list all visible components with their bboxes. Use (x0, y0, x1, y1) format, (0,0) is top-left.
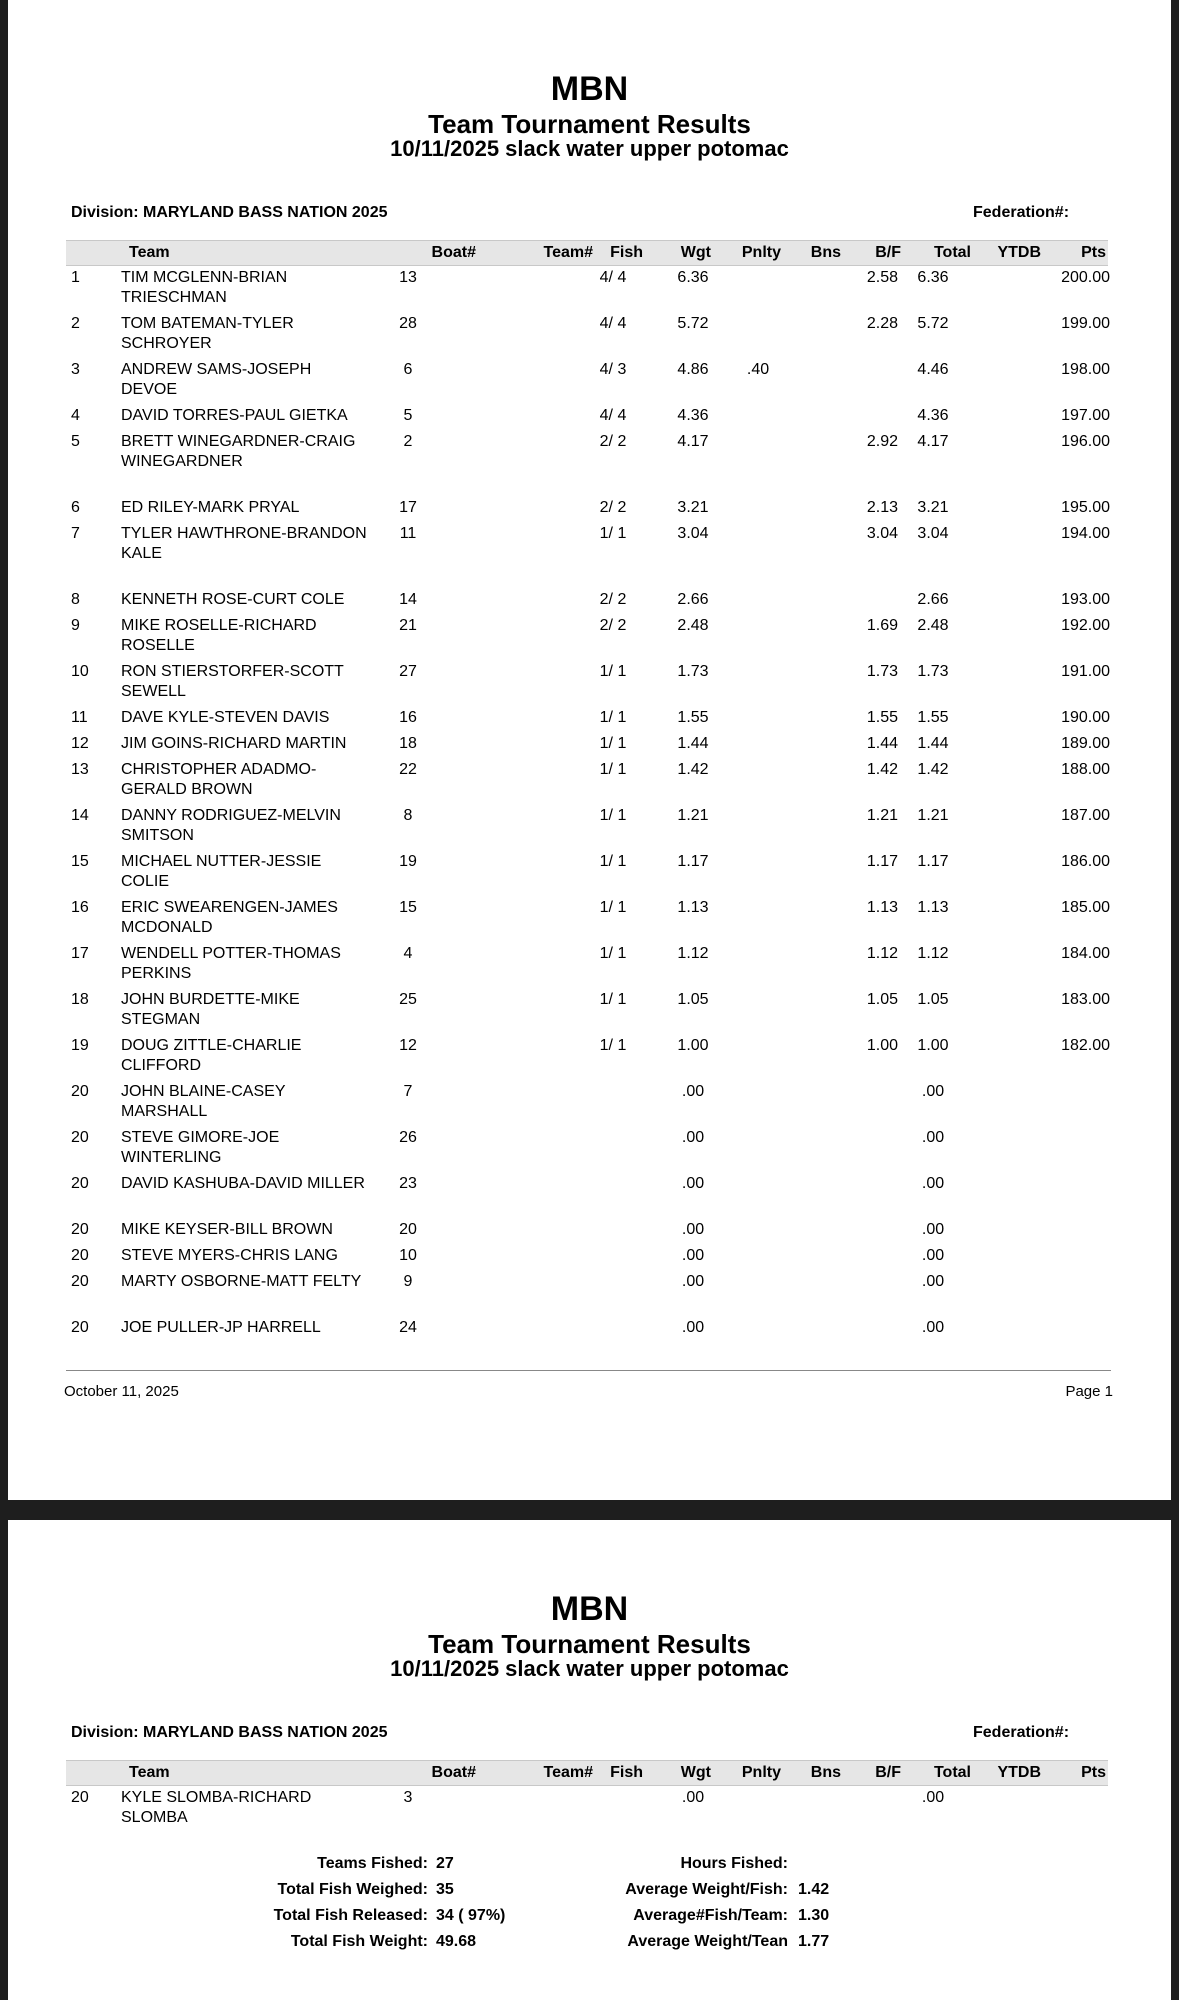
event-title: 10/11/2025 slack water upper potomac (390, 1656, 789, 1681)
col-ytdb: YTDB (997, 244, 1041, 261)
org-title: MBN (550, 70, 629, 108)
avg-fish-team-label: Average#Fish/Team: (633, 1907, 788, 1924)
row-total: .00 (921, 1273, 945, 1290)
event-title: 10/11/2025 slack water upper potomac (390, 136, 789, 161)
table-row (8, 898, 1171, 936)
row-total: 1.21 (917, 807, 949, 824)
row-boat: 19 (399, 853, 417, 870)
row-total: 6.36 (917, 269, 949, 286)
row-bf: 1.13 (866, 899, 898, 916)
row-fish: 4/ 3 (599, 361, 627, 378)
row-pts: 197.00 (1061, 407, 1110, 424)
row-boat: 9 (403, 1273, 413, 1290)
row-team: TIM MCGLENN-BRIAN TRIESCHMAN (121, 269, 288, 306)
row-wgt: 5.72 (677, 315, 709, 332)
row-wgt: 1.05 (677, 991, 709, 1008)
row-total: 2.48 (917, 617, 949, 634)
table-row (8, 1128, 1171, 1166)
table-row (8, 708, 1171, 728)
org-title: MBN (550, 1590, 629, 1628)
table-row (8, 1788, 1171, 1826)
row-pts: 183.00 (1061, 991, 1110, 1008)
col-total: Total (933, 244, 971, 261)
row-rank: 5 (71, 433, 80, 450)
row-fish: 4/ 4 (599, 269, 627, 286)
table-row (8, 360, 1171, 398)
table-row (8, 1036, 1171, 1074)
table-row (8, 314, 1171, 352)
row-boat: 23 (399, 1175, 417, 1192)
row-bf: 1.44 (866, 735, 898, 752)
row-wgt: 4.17 (677, 433, 709, 450)
division-label: Division: MARYLAND BASS NATION 2025 (71, 204, 388, 221)
table-row (8, 944, 1171, 982)
row-rank: 19 (71, 1037, 89, 1054)
row-fish: 4/ 4 (599, 315, 627, 332)
row-total: 5.72 (917, 315, 949, 332)
row-team: DAVID TORRES-PAUL GIETKA (121, 407, 348, 424)
table-row (8, 806, 1171, 844)
row-boat: 2 (403, 433, 413, 450)
row-boat: 17 (399, 499, 417, 516)
row-pts: 189.00 (1061, 735, 1110, 752)
avg-weight-fish-value: 1.42 (798, 1881, 830, 1898)
row-boat: 20 (399, 1221, 417, 1238)
row-team: TYLER HAWTHRONE-BRANDON KALE (121, 525, 367, 562)
row-rank: 6 (71, 499, 80, 516)
total-fish-released-value: 34 ( 97%) (436, 1907, 506, 1924)
row-pts: 196.00 (1061, 433, 1110, 450)
row-rank: 8 (71, 591, 80, 608)
row-fish: 4/ 4 (599, 407, 627, 424)
report-page-1 (8, 0, 1171, 1500)
table-row (8, 1082, 1171, 1120)
col-bf: B/F (875, 244, 901, 261)
row-team: MICHAEL NUTTER-JESSIE COLIE (121, 853, 322, 890)
row-rank: 18 (71, 991, 89, 1008)
col-boat: Boat# (431, 1764, 476, 1781)
row-fish: 2/ 2 (599, 591, 627, 608)
avg-weight-team-value: 1.77 (798, 1933, 830, 1950)
row-fish: 1/ 1 (599, 991, 627, 1008)
row-total: 1.73 (917, 663, 949, 680)
col-fish: Fish (610, 244, 643, 261)
row-rank: 14 (71, 807, 89, 824)
row-bf: 3.04 (866, 525, 898, 542)
col-wgt: Wgt (680, 1764, 711, 1781)
row-wgt: 1.21 (677, 807, 709, 824)
row-rank: 16 (71, 899, 89, 916)
row-boat: 22 (399, 761, 417, 778)
federation-label: Federation#: (973, 204, 1070, 221)
table-row (8, 1220, 1171, 1240)
row-total: 1.13 (917, 899, 949, 916)
row-wgt: 1.42 (677, 761, 709, 778)
row-total: .00 (921, 1083, 945, 1100)
row-bf: 2.58 (866, 269, 898, 286)
row-fish: 1/ 1 (599, 525, 627, 542)
row-total: 1.00 (917, 1037, 949, 1054)
row-pts: 195.00 (1061, 499, 1110, 516)
row-total: .00 (921, 1221, 945, 1238)
row-team: DANNY RODRIGUEZ-MELVIN SMITSON (121, 807, 341, 844)
col-team: Team (129, 244, 170, 261)
row-wgt: 1.00 (677, 1037, 709, 1054)
row-bf: 1.12 (866, 945, 898, 962)
row-rank: 20 (71, 1221, 89, 1238)
row-rank: 20 (71, 1319, 89, 1336)
row-rank: 10 (71, 663, 89, 680)
footer-date: October 11, 2025 (64, 1383, 179, 1400)
row-pts: 190.00 (1061, 709, 1110, 726)
row-fish: 1/ 1 (599, 899, 627, 916)
row-bf: 1.69 (866, 617, 898, 634)
row-team: DAVID KASHUBA-DAVID MILLER (121, 1175, 365, 1192)
row-rank: 20 (71, 1273, 89, 1290)
row-team: KYLE SLOMBA-RICHARD SLOMBA (121, 1789, 312, 1826)
row-team: ED RILEY-MARK PRYAL (121, 499, 300, 516)
row-boat: 27 (399, 663, 417, 680)
col-pts: Pts (1081, 1764, 1106, 1781)
row-team: DOUG ZITTLE-CHARLIE CLIFFORD (121, 1037, 302, 1074)
report-title: Team Tournament Results (428, 109, 751, 139)
row-total: 4.46 (917, 361, 949, 378)
row-pts: 186.00 (1061, 853, 1110, 870)
table-row (8, 432, 1171, 470)
row-rank: 13 (71, 761, 89, 778)
row-team: MIKE KEYSER-BILL BROWN (121, 1221, 333, 1238)
total-fish-weighed-value: 35 (436, 1881, 454, 1898)
row-total: 1.44 (917, 735, 949, 752)
row-total: 3.21 (917, 499, 949, 516)
row-wgt: .00 (681, 1083, 705, 1100)
row-total: 1.55 (917, 709, 949, 726)
federation-label: Federation#: (973, 1724, 1070, 1741)
row-rank: 15 (71, 853, 89, 870)
col-team-no: Team# (543, 1764, 593, 1781)
row-boat: 18 (399, 735, 417, 752)
row-total: .00 (921, 1789, 945, 1806)
table-row (8, 760, 1171, 798)
row-team: WENDELL POTTER-THOMAS PERKINS (121, 945, 341, 982)
row-fish: 2/ 2 (599, 433, 627, 450)
table-row (8, 990, 1171, 1028)
row-team: ERIC SWEARENGEN-JAMES MCDONALD (121, 899, 338, 936)
report-page-2 (8, 1520, 1171, 2000)
row-boat: 8 (403, 807, 413, 824)
row-wgt: 1.13 (677, 899, 709, 916)
col-wgt: Wgt (680, 244, 711, 261)
row-total: .00 (921, 1319, 945, 1336)
row-rank: 20 (71, 1247, 89, 1264)
table-row (8, 734, 1171, 754)
row-bf: 2.92 (866, 433, 898, 450)
total-fish-weight-label: Total Fish Weight: (290, 1933, 428, 1950)
row-fish: 1/ 1 (599, 807, 627, 824)
row-wgt: .00 (681, 1175, 705, 1192)
row-wgt: .00 (681, 1221, 705, 1238)
row-wgt: 1.73 (677, 663, 709, 680)
col-bf: B/F (875, 1764, 901, 1781)
table-row (8, 852, 1171, 890)
row-boat: 4 (403, 945, 413, 962)
row-wgt: .00 (681, 1247, 705, 1264)
row-boat: 26 (399, 1129, 417, 1146)
table-row (8, 406, 1171, 426)
row-bf: 2.13 (866, 499, 898, 516)
row-boat: 3 (403, 1789, 413, 1806)
row-wgt: .00 (681, 1273, 705, 1290)
row-team: JOHN BLAINE-CASEY MARSHALL (121, 1083, 286, 1120)
table-row (8, 1174, 1171, 1194)
row-fish: 1/ 1 (599, 663, 627, 680)
row-wgt: .00 (681, 1789, 705, 1806)
row-boat: 12 (399, 1037, 417, 1054)
row-team: CHRISTOPHER ADADMO-GERALD BROWN (121, 761, 317, 798)
row-boat: 13 (399, 269, 417, 286)
row-total: 4.17 (917, 433, 949, 450)
row-pts: 188.00 (1061, 761, 1110, 778)
table-row (8, 616, 1171, 654)
row-total: 2.66 (917, 591, 949, 608)
row-wgt: 6.36 (677, 269, 709, 286)
row-boat: 7 (403, 1083, 413, 1100)
row-team: JIM GOINS-RICHARD MARTIN (121, 735, 347, 752)
row-fish: 1/ 1 (599, 945, 627, 962)
row-boat: 21 (399, 617, 417, 634)
row-wgt: 3.04 (677, 525, 709, 542)
col-boat: Boat# (431, 244, 476, 261)
column-header-row (66, 240, 1108, 266)
row-team: JOHN BURDETTE-MIKE STEGMAN (121, 991, 300, 1028)
row-team: DAVE KYLE-STEVEN DAVIS (121, 709, 330, 726)
row-pts: 194.00 (1061, 525, 1110, 542)
row-rank: 1 (71, 269, 80, 286)
footer-divider (66, 1370, 1111, 1371)
row-rank: 20 (71, 1129, 89, 1146)
row-rank: 12 (71, 735, 89, 752)
row-rank: 2 (71, 315, 80, 332)
row-team: MARTY OSBORNE-MATT FELTY (121, 1273, 362, 1290)
row-total: 1.17 (917, 853, 949, 870)
row-team: STEVE GIMORE-JOE WINTERLING (121, 1129, 280, 1166)
footer-page-number: Page 1 (1065, 1383, 1113, 1400)
row-team: MIKE ROSELLE-RICHARD ROSELLE (121, 617, 317, 654)
col-team: Team (129, 1764, 170, 1781)
row-wgt: .00 (681, 1129, 705, 1146)
division-label: Division: MARYLAND BASS NATION 2025 (71, 1724, 388, 1741)
row-wgt: 1.12 (677, 945, 709, 962)
row-bf: 1.17 (866, 853, 898, 870)
row-total: 3.04 (917, 525, 949, 542)
row-rank: 20 (71, 1175, 89, 1192)
row-wgt: 4.86 (677, 361, 709, 378)
col-bns: Bns (810, 244, 841, 261)
row-boat: 24 (399, 1319, 417, 1336)
col-pnlty: Pnlty (741, 1764, 781, 1781)
row-total: .00 (921, 1129, 945, 1146)
row-bf: 2.28 (866, 315, 898, 332)
row-boat: 6 (403, 361, 413, 378)
row-fish: 1/ 1 (599, 1037, 627, 1054)
row-bf: 1.42 (866, 761, 898, 778)
row-rank: 4 (71, 407, 80, 424)
report-title: Team Tournament Results (428, 1629, 751, 1659)
row-team: ANDREW SAMS-JOSEPH DEVOE (121, 361, 312, 398)
row-wgt: 3.21 (677, 499, 709, 516)
row-total: 1.12 (917, 945, 949, 962)
row-pts: 200.00 (1061, 269, 1110, 286)
avg-weight-team-label: Average Weight/Tean (627, 1933, 788, 1950)
row-boat: 10 (399, 1247, 417, 1264)
row-rank: 3 (71, 361, 80, 378)
row-boat: 15 (399, 899, 417, 916)
row-team: JOE PULLER-JP HARRELL (121, 1319, 321, 1336)
row-boat: 16 (399, 709, 417, 726)
row-team: TOM BATEMAN-TYLER SCHROYER (121, 315, 294, 352)
row-wgt: 4.36 (677, 407, 709, 424)
total-fish-weight-value: 49.68 (436, 1933, 477, 1950)
row-rank: 17 (71, 945, 89, 962)
row-fish: 1/ 1 (599, 735, 627, 752)
col-ytdb: YTDB (997, 1764, 1041, 1781)
col-fish: Fish (610, 1764, 643, 1781)
row-pts: 192.00 (1061, 617, 1110, 634)
row-pts: 198.00 (1061, 361, 1110, 378)
row-rank: 9 (71, 617, 80, 634)
row-pts: 193.00 (1061, 591, 1110, 608)
row-team: STEVE MYERS-CHRIS LANG (121, 1247, 338, 1264)
hours-fished-label: Hours Fished: (680, 1855, 788, 1872)
row-total: 1.05 (917, 991, 949, 1008)
table-row (8, 524, 1171, 562)
row-pts: 185.00 (1061, 899, 1110, 916)
col-pts: Pts (1081, 244, 1106, 261)
row-pts: 187.00 (1061, 807, 1110, 824)
row-boat: 14 (399, 591, 417, 608)
row-wgt: 2.48 (677, 617, 709, 634)
row-pts: 191.00 (1061, 663, 1110, 680)
table-row (8, 1272, 1171, 1292)
row-boat: 5 (403, 407, 413, 424)
row-fish: 2/ 2 (599, 617, 627, 634)
row-wgt: 1.55 (677, 709, 709, 726)
row-rank: 7 (71, 525, 80, 542)
table-row (8, 498, 1171, 518)
row-pts: 182.00 (1061, 1037, 1110, 1054)
table-row (8, 662, 1171, 700)
row-bf: 1.00 (866, 1037, 898, 1054)
avg-fish-team-value: 1.30 (798, 1907, 830, 1924)
row-fish: 2/ 2 (599, 499, 627, 516)
row-fish: 1/ 1 (599, 853, 627, 870)
row-total: 1.42 (917, 761, 949, 778)
avg-weight-fish-label: Average Weight/Fish: (625, 1881, 788, 1898)
row-boat: 11 (399, 525, 417, 542)
table-row (8, 1246, 1171, 1266)
row-team: RON STIERSTORFER-SCOTT SEWELL (121, 663, 344, 700)
row-pts: 184.00 (1061, 945, 1110, 962)
row-bf: 1.05 (866, 991, 898, 1008)
row-rank: 20 (71, 1789, 89, 1806)
total-fish-weighed-label: Total Fish Weighed: (277, 1881, 428, 1898)
col-bns: Bns (810, 1764, 841, 1781)
row-wgt: 2.66 (677, 591, 709, 608)
row-wgt: 1.44 (677, 735, 709, 752)
teams-fished-label: Teams Fished: (317, 1855, 428, 1872)
col-team-no: Team# (543, 244, 593, 261)
total-fish-released-label: Total Fish Released: (273, 1907, 428, 1924)
row-boat: 28 (399, 315, 417, 332)
row-team: BRETT WINEGARDNER-CRAIG WINEGARDNER (121, 433, 356, 470)
row-wgt: .00 (681, 1319, 705, 1336)
table-row (8, 268, 1171, 306)
col-total: Total (933, 1764, 971, 1781)
row-team: KENNETH ROSE-CURT COLE (121, 591, 345, 608)
row-total: .00 (921, 1175, 945, 1192)
row-rank: 11 (71, 709, 88, 726)
column-header-row (66, 1760, 1108, 1786)
table-row (8, 590, 1171, 610)
col-pnlty: Pnlty (741, 244, 781, 261)
row-pts: 199.00 (1061, 315, 1110, 332)
row-bf: 1.73 (866, 663, 898, 680)
row-fish: 1/ 1 (599, 761, 627, 778)
row-total: .00 (921, 1247, 945, 1264)
row-wgt: 1.17 (677, 853, 709, 870)
row-fish: 1/ 1 (599, 709, 627, 726)
teams-fished-value: 27 (436, 1855, 454, 1872)
row-bf: 1.21 (866, 807, 898, 824)
row-boat: 25 (399, 991, 417, 1008)
row-pnlty: .40 (746, 361, 770, 378)
row-rank: 20 (71, 1083, 89, 1100)
table-row (8, 1318, 1171, 1338)
row-total: 4.36 (917, 407, 949, 424)
row-bf: 1.55 (866, 709, 898, 726)
